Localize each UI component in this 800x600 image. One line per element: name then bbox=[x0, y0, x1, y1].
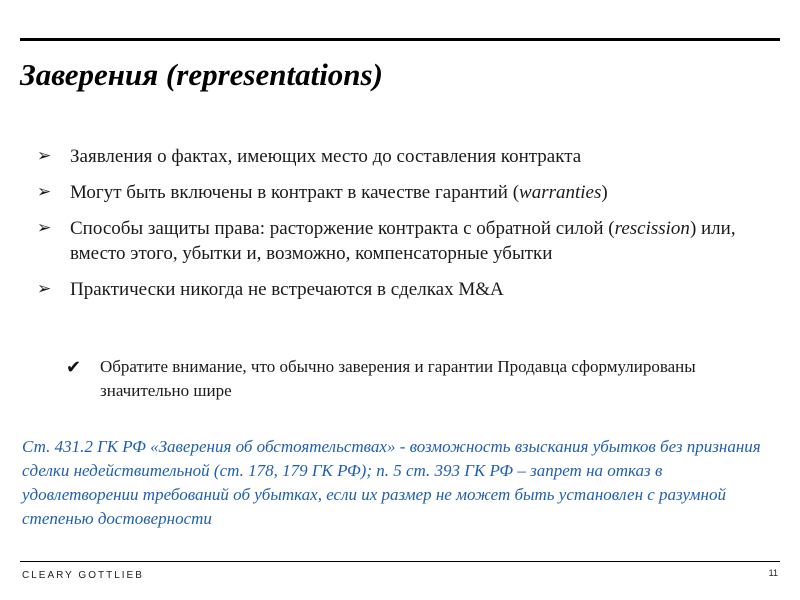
bullet-text: Практически никогда не встречаются в сделках M&A bbox=[70, 279, 504, 300]
bullet-item bbox=[37, 277, 745, 302]
arrow-bullet-icon: ➢ bbox=[37, 218, 52, 238]
page-number: 11 bbox=[768, 568, 778, 578]
sub-bullet bbox=[66, 355, 750, 403]
bullet-list bbox=[37, 144, 745, 313]
bullet-text: Заявления о фактах, имеющих место до составления контракта bbox=[70, 146, 582, 167]
bullet-item bbox=[37, 180, 745, 205]
bullet-item bbox=[37, 216, 745, 266]
arrow-bullet-icon: ➢ bbox=[37, 182, 52, 202]
bottom-rule bbox=[20, 561, 780, 562]
bullet-item bbox=[37, 144, 745, 169]
checkmark-icon: ✔ bbox=[66, 357, 82, 378]
slide-title: Заверения (representations) bbox=[20, 57, 383, 92]
bullet-emphasis: warranties bbox=[519, 182, 602, 203]
bullet-emphasis: rescission bbox=[614, 218, 690, 239]
bullet-text-end: ) или, вместо этого, убытки и, возможно, компенсаторные убытки bbox=[70, 218, 736, 264]
top-rule bbox=[20, 38, 780, 41]
bullet-text-end: ) bbox=[601, 182, 608, 203]
footer-logo: CLEARY GOTTLIEB bbox=[22, 570, 144, 581]
legal-note: Ст. 431.2 ГК РФ «Заверения об обстоятельствах» - возможность взыскания убытков без признания сделки недействительной (ст. 178, 179 ГК РФ); п. 5 ст. 393 ГК РФ – запрет на отказ в удовлетворении требований об убытках, если их размер не может быть установлен с разумной степенью достоверности bbox=[22, 437, 761, 528]
sub-bullet-text: Обратите внимание, что обычно заверения и гарантии Продавца сформулированы значительно шире bbox=[100, 357, 696, 400]
bullet-text: Способы защиты права: расторжение контракта с обратной силой ( bbox=[70, 218, 615, 239]
bullet-text: Могут быть включены в контракт в качестве гарантий ( bbox=[70, 182, 520, 203]
arrow-bullet-icon: ➢ bbox=[37, 146, 52, 166]
arrow-bullet-icon: ➢ bbox=[37, 279, 52, 299]
